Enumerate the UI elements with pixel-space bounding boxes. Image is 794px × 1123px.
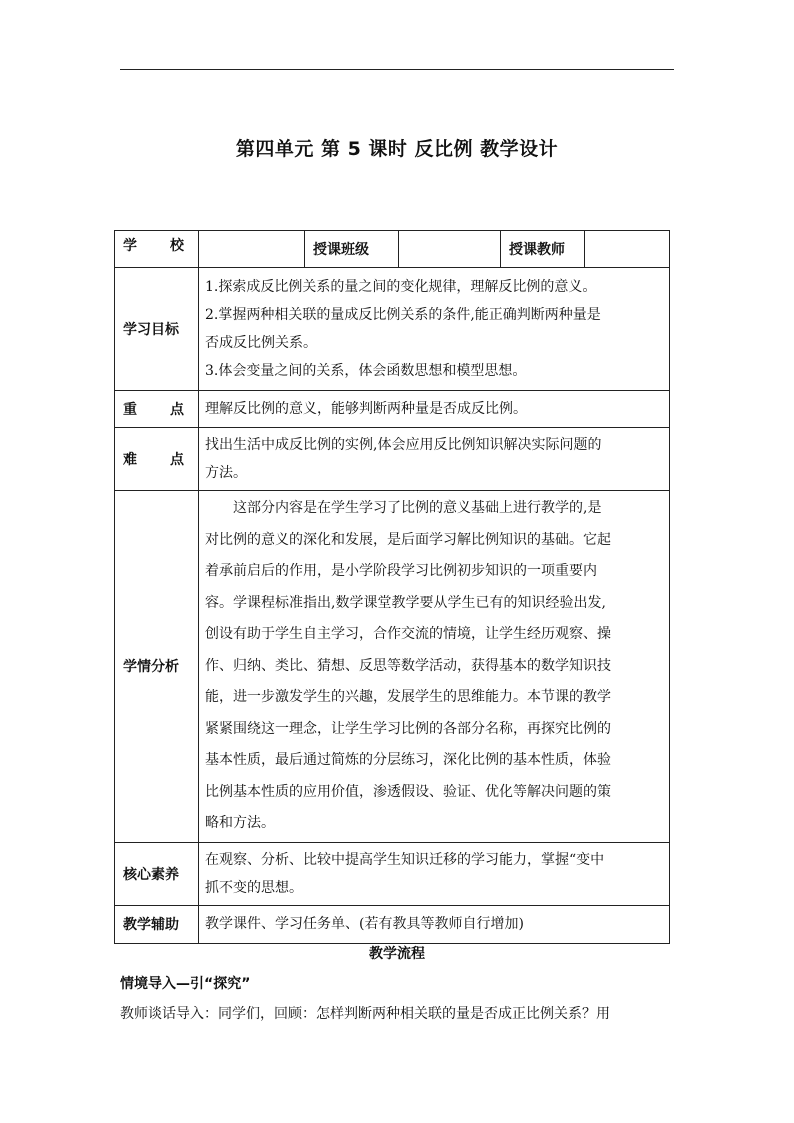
row-school	[115, 231, 670, 268]
key-point-text: 理解反比例的意义，能够判断两种量是否成反比例。	[199, 391, 670, 428]
key-point-label: 重 点	[115, 391, 199, 428]
difficulty-label: 难 点	[115, 428, 199, 491]
body-paragraph: 教师谈话导入：同学们，回顾：怎样判断两种相关联的量是否成正比例关系？用	[120, 1006, 610, 1022]
analysis-label: 学情分析	[115, 491, 199, 843]
school-label: 学 校	[115, 231, 199, 268]
literacy-label: 核心素养	[115, 842, 199, 905]
analysis-text: 这部分内容是在学生学习了比例的意义基础上进行教学的,是 对比例的意义的深化和发展，是后面学习解比例知识的基础。它起 着承前启后的作用，是小学阶段学习比例初步知识的一项重要内 容。学课程标准指出,数学课堂教学要从学生已有的知识经验出发, 创设有助于学生自主学习，合作交流的情境，让学生经历观察、操 作、归纳、类比、猜想、反思等数学活动，获得基本的数学知识技 能，进一步激发学生的兴趣，发展学生的思维能力。本节课的教学 紧紧围绕这一理念，让学生学习比例的各部分名称，再探究比例的 基本性质，最后通过简炼的分层练习，深化比例的基本性质，体验 比例基本性质的应用价值，渗透假设、验证、优化等解决问题的策 略和方法。	[199, 491, 670, 843]
class-value[interactable]	[399, 231, 501, 268]
difficulty-text: 找出生活中成反比例的实例,体会应用反比例知识解决实际问题的 方法。	[199, 428, 670, 491]
objectives-label: 学习目标	[115, 268, 199, 391]
section-heading: 情境导入—引“探究”	[120, 976, 251, 992]
class-label: 授课班级	[305, 231, 399, 268]
row-analysis	[115, 491, 670, 843]
header-rule	[120, 69, 674, 70]
aids-text: 教学课件、学习任务单、(若有教具等教师自行增加)	[199, 905, 670, 943]
lesson-info-table	[114, 230, 670, 944]
document-title: 第四单元 第 5 课时 反比例 教学设计	[235, 138, 559, 160]
teacher-label: 授课教师	[501, 231, 585, 268]
row-literacy	[115, 842, 670, 905]
school-value[interactable]	[199, 231, 305, 268]
row-aids	[115, 905, 670, 943]
flow-title: 教学流程	[369, 946, 425, 962]
row-difficulty	[115, 428, 670, 491]
literacy-text: 在观察、分析、比较中提高学生知识迁移的学习能力，掌握“变中 抓不变的思想。	[199, 842, 670, 905]
row-objectives	[115, 268, 670, 391]
objectives-text: 1.探索成反比例关系的量之间的变化规律，理解反比例的意义。 2.掌握两种相关联的量成反比例关系的条件,能正确判断两种量是 否成反比例关系。 3.体会变量之间的关系，体会函数思想和模型思想。	[199, 268, 670, 391]
aids-label: 教学辅助	[115, 905, 199, 943]
teacher-value[interactable]	[585, 231, 670, 268]
row-key-point	[115, 391, 670, 428]
